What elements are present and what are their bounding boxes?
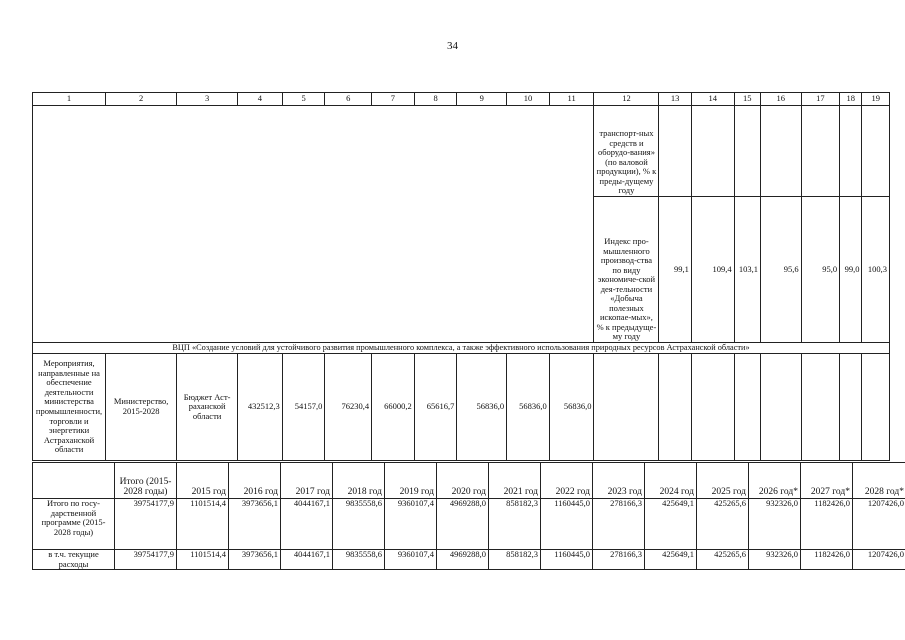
empty-cell (840, 106, 862, 197)
program-table-continued (32, 92, 890, 461)
col-number: 2 (106, 93, 177, 106)
indicator-value: 100,3 (862, 197, 890, 343)
year-value: 9835558,6 (333, 550, 385, 570)
col-number: 9 (457, 93, 507, 106)
indicator-label: транспорт-ных средств и оборудо-вания» (по валовой продукции), % к преды-дущему году (594, 106, 659, 197)
year-value: 3973656,1 (229, 499, 281, 550)
indicator-value: 99,1 (659, 197, 691, 343)
funding-value: 66000,2 (372, 354, 415, 461)
table-row (33, 550, 905, 570)
col-number: 8 (414, 93, 457, 106)
year-value: 858182,3 (489, 499, 541, 550)
empty-cell (734, 106, 760, 197)
header-cell: Итого (2015-2028 годы) (115, 463, 177, 499)
col-number: 1 (33, 93, 106, 106)
col-number: 13 (659, 93, 691, 106)
year-value: 1207426,0 (853, 499, 905, 550)
header-cell: 2016 год (229, 463, 281, 499)
col-number: 5 (282, 93, 325, 106)
indicator-value: 99,0 (840, 197, 862, 343)
indicator-value: 95,0 (801, 197, 840, 343)
vcp-title: ВЦП «Создание условий для устойчивого развития промышленного комплекса, а также эффективного использования природных ресурсов Астраханской области» (33, 343, 890, 354)
year-value: 425265,6 (697, 499, 749, 550)
empty-cell (659, 354, 691, 461)
year-value: 425649,1 (645, 550, 697, 570)
year-value: 425649,1 (645, 499, 697, 550)
total-value: 39754177,9 (115, 499, 177, 550)
year-value: 1182426,0 (801, 550, 853, 570)
year-value: 1101514,4 (177, 550, 229, 570)
col-number: 3 (177, 93, 238, 106)
indicator-row (33, 106, 890, 197)
col-number: 18 (840, 93, 862, 106)
funding-value: 56836,0 (507, 354, 550, 461)
year-value: 4969288,0 (437, 499, 489, 550)
table-row (33, 499, 905, 550)
year-value: 932326,0 (749, 550, 801, 570)
empty-cell (760, 106, 801, 197)
indicator-value: 95,6 (760, 197, 801, 343)
year-value: 1101514,4 (177, 499, 229, 550)
total-value: 39754177,9 (115, 550, 177, 570)
vcp-title-row (33, 343, 890, 354)
funding-value: 76230,4 (325, 354, 372, 461)
measures-label: Мероприятия, направленные на обеспечение деятельности министерства промышленности, торговли и энергетики Астраханской области (33, 354, 106, 461)
column-number-row (33, 93, 890, 106)
header-cell: 2023 год (593, 463, 645, 499)
col-number: 7 (372, 93, 415, 106)
header-cell: 2017 год (281, 463, 333, 499)
year-value: 3973656,1 (229, 550, 281, 570)
header-cell: 2025 год (697, 463, 749, 499)
empty-cell (840, 354, 862, 461)
col-number: 12 (594, 93, 659, 106)
empty-cell (691, 106, 734, 197)
row-label: Итого по госу-дарственной программе (2015-2028 годы) (33, 499, 115, 550)
empty-cell (760, 354, 801, 461)
empty-cell (801, 106, 840, 197)
header-cell: 2028 год* (853, 463, 905, 499)
empty-cell (862, 106, 890, 197)
indicator-row (33, 197, 890, 343)
header-cell: 2022 год (541, 463, 593, 499)
year-value: 858182,3 (489, 550, 541, 570)
merged-empty-cell (33, 106, 594, 197)
year-value: 425265,6 (697, 550, 749, 570)
header-cell: 2015 год (177, 463, 229, 499)
col-number: 4 (238, 93, 283, 106)
col-number: 17 (801, 93, 840, 106)
year-value: 1207426,0 (853, 550, 905, 570)
col-number: 19 (862, 93, 890, 106)
indicator-value: 109,4 (691, 197, 734, 343)
empty-cell (594, 354, 659, 461)
header-cell: 2027 год* (801, 463, 853, 499)
col-number: 16 (760, 93, 801, 106)
totals-header-row (33, 463, 905, 499)
empty-cell (862, 354, 890, 461)
header-cell: 2018 год (333, 463, 385, 499)
row-label: в т.ч. текущие расходы (33, 550, 115, 570)
header-cell: 2019 год (385, 463, 437, 499)
empty-cell (734, 354, 760, 461)
funding-value: 65616,7 (414, 354, 457, 461)
col-number: 10 (507, 93, 550, 106)
responsible-executor: Министерство, 2015-2028 (106, 354, 177, 461)
year-value: 9360107,4 (385, 550, 437, 570)
year-value: 1160445,0 (541, 550, 593, 570)
funding-value: 432512,3 (238, 354, 283, 461)
page-number: 34 (447, 40, 458, 52)
indicator-label: Индекс про-мышленного производ-ства по виду экономиче-ской дея-тельности «Добыча полезных ископае-мых», % к предыдуще-му году (594, 197, 659, 343)
indicator-value: 103,1 (734, 197, 760, 343)
year-value: 1182426,0 (801, 499, 853, 550)
year-value: 278166,3 (593, 499, 645, 550)
empty-cell (691, 354, 734, 461)
measures-row (33, 354, 890, 461)
year-value: 4969288,0 (437, 550, 489, 570)
header-cell: 2024 год (645, 463, 697, 499)
header-cell: 2021 год (489, 463, 541, 499)
col-number: 11 (549, 93, 594, 106)
year-value: 9835558,6 (333, 499, 385, 550)
year-value: 9360107,4 (385, 499, 437, 550)
empty-cell (659, 106, 691, 197)
col-number: 14 (691, 93, 734, 106)
year-value: 4044167,1 (281, 499, 333, 550)
year-value: 4044167,1 (281, 550, 333, 570)
year-value: 1160445,0 (541, 499, 593, 550)
totals-table (32, 462, 905, 570)
funding-value: 56836,0 (457, 354, 507, 461)
empty-cell (801, 354, 840, 461)
year-value: 278166,3 (593, 550, 645, 570)
header-cell: 2026 год* (749, 463, 801, 499)
funding-source: Бюджет Аст-раханской области (177, 354, 238, 461)
funding-value: 56836,0 (549, 354, 594, 461)
col-number: 6 (325, 93, 372, 106)
funding-value: 54157,0 (282, 354, 325, 461)
col-number: 15 (734, 93, 760, 106)
header-cell (33, 463, 115, 499)
year-value: 932326,0 (749, 499, 801, 550)
header-cell: 2020 год (437, 463, 489, 499)
merged-empty-cell (33, 197, 594, 343)
